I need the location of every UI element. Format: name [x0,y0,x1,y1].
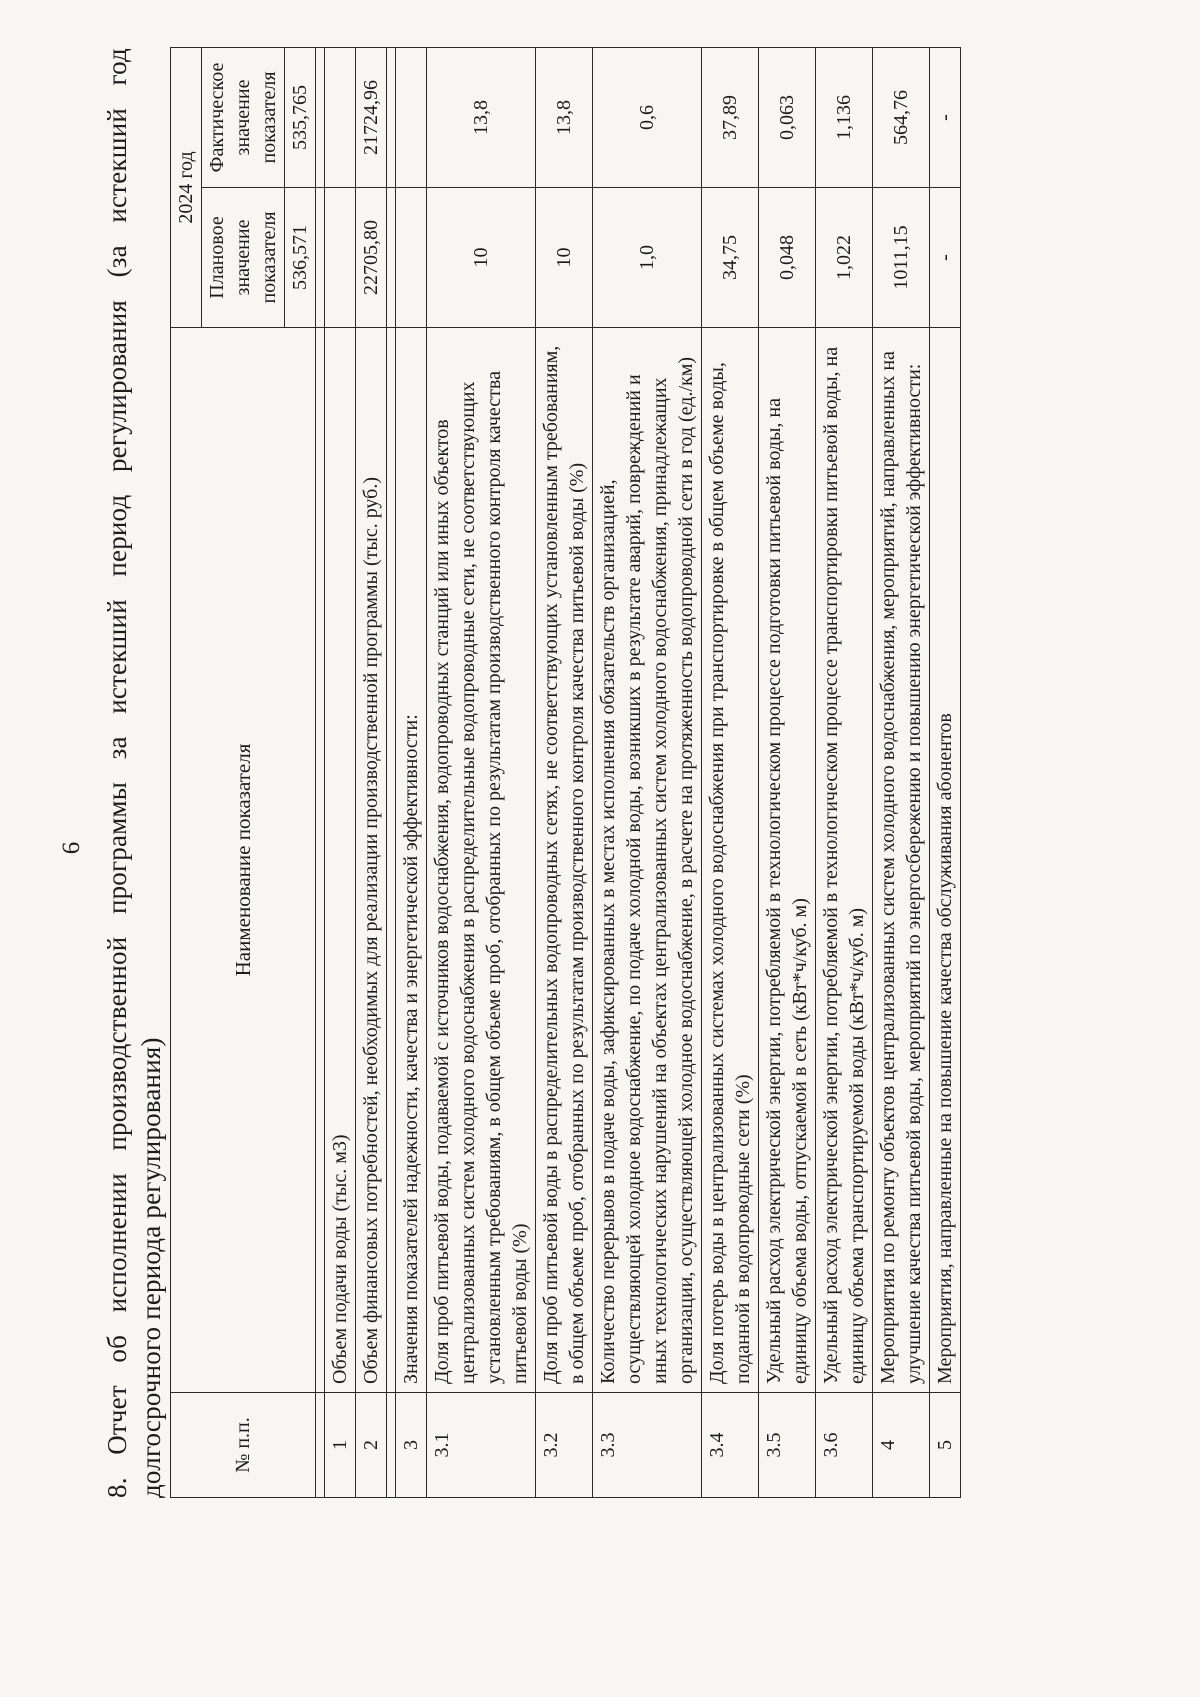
row-fact-value [325,48,356,188]
row-fact-value: 0,063 [759,48,816,188]
table-row [536,48,593,1498]
summary-fact-value: 535,765 [285,48,316,188]
row-number: 3.5 [759,1393,816,1498]
row-plan-value: 22705,80 [356,188,387,328]
row-plan-value: 1011,15 [873,188,930,328]
header-year: 2024 год [171,48,202,328]
row-number: 3.2 [536,1393,593,1498]
row-indicator-name: Доля потерь воды в централизованных системах холодного водоснабжения при транспортировке в общем объеме воды, поданной в водопроводные сети (%) [702,328,759,1393]
row-plan-value: 34,75 [702,188,759,328]
row-fact-value [396,48,427,188]
row-number: 3 [396,1393,427,1498]
row-fact-value: 37,89 [702,48,759,188]
production-program-report-table [170,47,961,1498]
row-indicator-name: Удельный расход электрической энергии, потребляемой в технологическом процессе подготовки питьевой воды, на единицу объема воды, отпускаемой в сеть (кВт*ч/куб. м) [759,328,816,1393]
table-row [593,48,702,1498]
row-indicator-name: Доля проб питьевой воды, подаваемой с источников водоснабжения, водопроводных станций или иных объектов централизованных систем холодного водоснабжения в распределительные водопроводные сети, не соответствующих установленным требованиям, в общем объеме проб, отобранных по результатам производственного контроля качества питьевой воды (%) [427,328,536,1393]
document-page [50,48,1150,1648]
page-number: 6 [58,841,85,855]
summary-plan-value: 536,571 [285,188,316,328]
row-plan-value: 10 [427,188,536,328]
row-number: 3.3 [593,1393,702,1498]
spacer-row [316,48,325,1498]
row-plan-value: 1,0 [593,188,702,328]
row-number: 3.4 [702,1393,759,1498]
table-row [816,48,873,1498]
row-fact-value: 13,8 [536,48,593,188]
row-number: 5 [930,1393,961,1498]
row-fact-value: 21724,96 [356,48,387,188]
row-fact-value: 0,6 [593,48,702,188]
row-plan-value: 10 [536,188,593,328]
row-indicator-name: Удельный расход электрической энергии, потребляемой в технологическом процессе транспортировки питьевой воды, на единицу объема транспортируемой воды (кВт*ч/куб. м) [816,328,873,1393]
row-fact-value: - [930,48,961,188]
table-header-row [171,48,202,1498]
row-indicator-name: Доля проб питьевой воды в распределительных водопроводных сетях, не соответствующих установленным требованиям, в общем объеме проб, отобранных по результатам производственного контроля качества питьевой воды (%) [536,328,593,1393]
row-number: 2 [356,1393,387,1498]
table-row [427,48,536,1498]
row-plan-value: 0,048 [759,188,816,328]
table-row [759,48,816,1498]
row-fact-value: 1,136 [816,48,873,188]
row-plan-value [396,188,427,328]
row-plan-value: - [930,188,961,328]
row-number: 4 [873,1393,930,1498]
row-number: 1 [325,1393,356,1498]
section-heading [100,48,168,1498]
row-number: 3.6 [816,1393,873,1498]
row-indicator-name: Значения показателей надежности, качества и энергетической эффективности: [396,328,427,1393]
row-fact-value: 564,76 [873,48,930,188]
row-indicator-name: Количество перерывов в подаче воды, зафиксированных в местах исполнения обязательств организацией, осуществляющей холодное водоснабжение, по подаче холодной воды, возникших в результате аварий, повреждений и иных технологических нарушений на объектах централизованных систем холодного водоснабжения, принадлежащих организации, осуществляющей холодное водоснабжение, в расчете на протяженность водопроводной сети в год (ед./км) [593,328,702,1393]
table-row [396,48,427,1498]
header-number: № п.п. [171,1393,316,1498]
row-plan-value [325,188,356,328]
table-row [873,48,930,1498]
table-row [702,48,759,1498]
table-row [325,48,356,1498]
row-number: 3.1 [427,1393,536,1498]
row-plan-value: 1,022 [816,188,873,328]
row-indicator-name: Мероприятия по ремонту объектов централизованных систем холодного водоснабжения, мероприятий, направленных на улучшение качества питьевой воды, мероприятий по энергосбережению и повышению энергетической эффективности: [873,328,930,1393]
table-row [356,48,387,1498]
header-plan-value: Плановое значение показателя [202,188,285,328]
spacer-row [387,48,396,1498]
section-heading-line-2: долгосрочного периода регулирования) [136,1037,166,1498]
row-indicator-name: Объем финансовых потребностей, необходимых для реализации производственной программы (тыс. руб.) [356,328,387,1393]
header-fact-value: Фактическое значение показателя [202,48,285,188]
header-indicator-name: Наименование показателя [171,328,316,1393]
row-fact-value: 13,8 [427,48,536,188]
table-row [930,48,961,1498]
row-indicator-name: Объем подачи воды (тыс. м3) [325,328,356,1393]
section-heading-line-1: 8. Отчет об исполнении производственной программы за истекший период регулирования (за истекший год [102,48,132,1498]
row-indicator-name: Мероприятия, направленные на повышение качества обслуживания абонентов [930,328,961,1393]
